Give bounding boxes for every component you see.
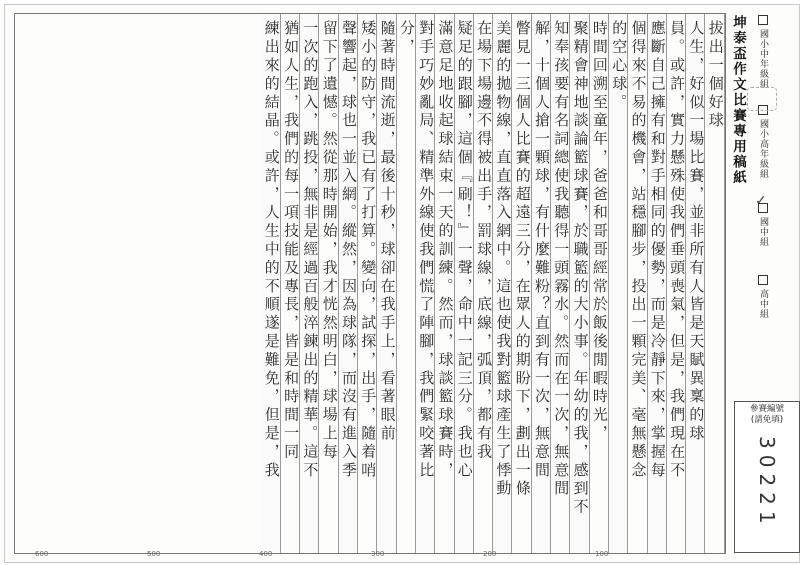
essay-column — [397, 14, 416, 553]
scale-mark: 500 — [147, 550, 161, 558]
column-text: 解，十個人搶一顆球，有什麼難粉？直到有一次，無意間 — [533, 20, 551, 480]
writing-grid — [14, 13, 726, 554]
option-elementary-middle[interactable] — [752, 15, 770, 89]
column-text: 知奉孩要有名詞總使我聽得一頭霧水。然而在一次，無意間 — [552, 20, 571, 499]
column-text: 聚精會神地談論籃球賽，於職籃的大小事。年幼的我，感到不 — [571, 20, 590, 517]
essay-column — [300, 14, 319, 553]
column-text: 時間回溯至童年，爸爸和哥哥經常於飯後閒暇時光， — [590, 20, 609, 444]
essay-column — [416, 14, 435, 553]
column-text: 美麗的拋物線，直直落入網中。這也使我對籃球產生了悸動 — [494, 20, 513, 499]
essay-column — [667, 14, 686, 553]
option-senior-high[interactable] — [752, 275, 770, 319]
option-label: 國小高年級組 — [758, 119, 768, 179]
essay-column — [358, 14, 377, 553]
essay-column — [281, 14, 300, 553]
essay-column — [493, 14, 512, 553]
column-text: 的空心球。 — [610, 20, 629, 112]
column-text: 隨著時間流逝，最後十秒，球卻在我手上，看著眼前 — [378, 20, 397, 444]
reference-number: 30221 — [755, 436, 779, 530]
column-text: 人生，好似一場比賽，並非所有人皆是天賦異稟的球 — [687, 20, 706, 444]
option-label: 國中組 — [758, 217, 768, 247]
essay-column — [455, 14, 474, 553]
essay-column — [436, 14, 455, 553]
scale-mark: 300 — [371, 550, 385, 558]
checkbox-icon[interactable] — [758, 15, 768, 25]
essay-title-column — [706, 14, 725, 553]
checkmark-icon: ✓ — [755, 193, 767, 209]
column-text: 應斷自己擁有和對手相同的優勢，而是冷靜下來，掌握每 — [648, 20, 667, 480]
column-text: 練出來的結晶。或許，人生中的不順遂是難免，但是，我 — [262, 20, 281, 480]
form-title: 坤泰盃作文比賽專用稿紙 — [730, 15, 746, 186]
stamp-icon — [747, 87, 777, 111]
column-text: 瞥見一三個人比賽的超遠三分，在眾人的期盼下，劃出一條 — [513, 20, 532, 499]
essay-column — [532, 14, 551, 553]
column-text: 分， — [397, 20, 416, 57]
column-text: 對手巧妙亂局、精準外線使我們慌了陣腳，我們緊咬著比 — [417, 20, 436, 480]
column-text: 個得來不易的機會，站穩腳步，投出一顆完美、毫無懸念 — [629, 20, 648, 480]
column-text: 員。或許，實力懸殊使我們垂頭喪氣，但是，我們現在不 — [668, 20, 687, 480]
manuscript-sheet — [4, 4, 800, 563]
essay-column — [339, 14, 358, 553]
option-junior-high[interactable] — [752, 203, 770, 247]
column-text: 猶如人生，我們的每一項技能及專長，皆是和時間一同 — [282, 20, 301, 462]
scale-mark: 600 — [35, 550, 49, 558]
column-text: 一次的跑入，跳投，無非是經過百般淬鍊出的精華。這不 — [301, 20, 320, 480]
column-text: 留下了遺憾。然從那時開始，我才恍然明白，球場上每 — [320, 20, 339, 462]
essay-column — [648, 14, 667, 553]
essay-column — [262, 14, 281, 553]
essay-column — [320, 14, 339, 553]
essay-column — [629, 14, 648, 553]
checkbox-icon[interactable] — [758, 275, 768, 285]
scale-mark: 100 — [595, 550, 609, 558]
essay-column — [474, 14, 493, 553]
column-text: 拔出一個好球 — [706, 20, 725, 131]
essay-column — [378, 14, 397, 553]
scale-mark: 200 — [483, 550, 497, 558]
column-text: 矮小的防守，我已有了打算。變向，試探，出手，隨着哨 — [359, 20, 378, 480]
scale-mark: 400 — [259, 550, 273, 558]
essay-column — [686, 14, 705, 553]
reference-label: 參賽編號 (請免填) — [749, 404, 784, 425]
column-text: 在場下場邊不得被出手，罰球線，底線，弧頂，都有我 — [475, 20, 494, 462]
option-elementary-senior[interactable] — [752, 105, 770, 179]
essay-column — [571, 14, 590, 553]
essay-column — [609, 14, 628, 553]
column-text: 疑足的跟腳，這個『刷！』一聲，命中一記三分。我也心 — [455, 20, 474, 480]
reference-number-box — [734, 401, 800, 553]
essay-column — [590, 14, 609, 553]
option-label: 高中組 — [758, 289, 768, 319]
option-label: 國小中年級組 — [758, 29, 768, 89]
column-text: 聲響起，球也一並入網。縱然，因為球隊，而沒有進入季 — [340, 20, 358, 480]
column-text: 滿意足地收起球結束一天的訓練。然而，球談籃球賽時， — [436, 20, 455, 480]
essay-column — [551, 14, 570, 553]
essay-column — [513, 14, 532, 553]
